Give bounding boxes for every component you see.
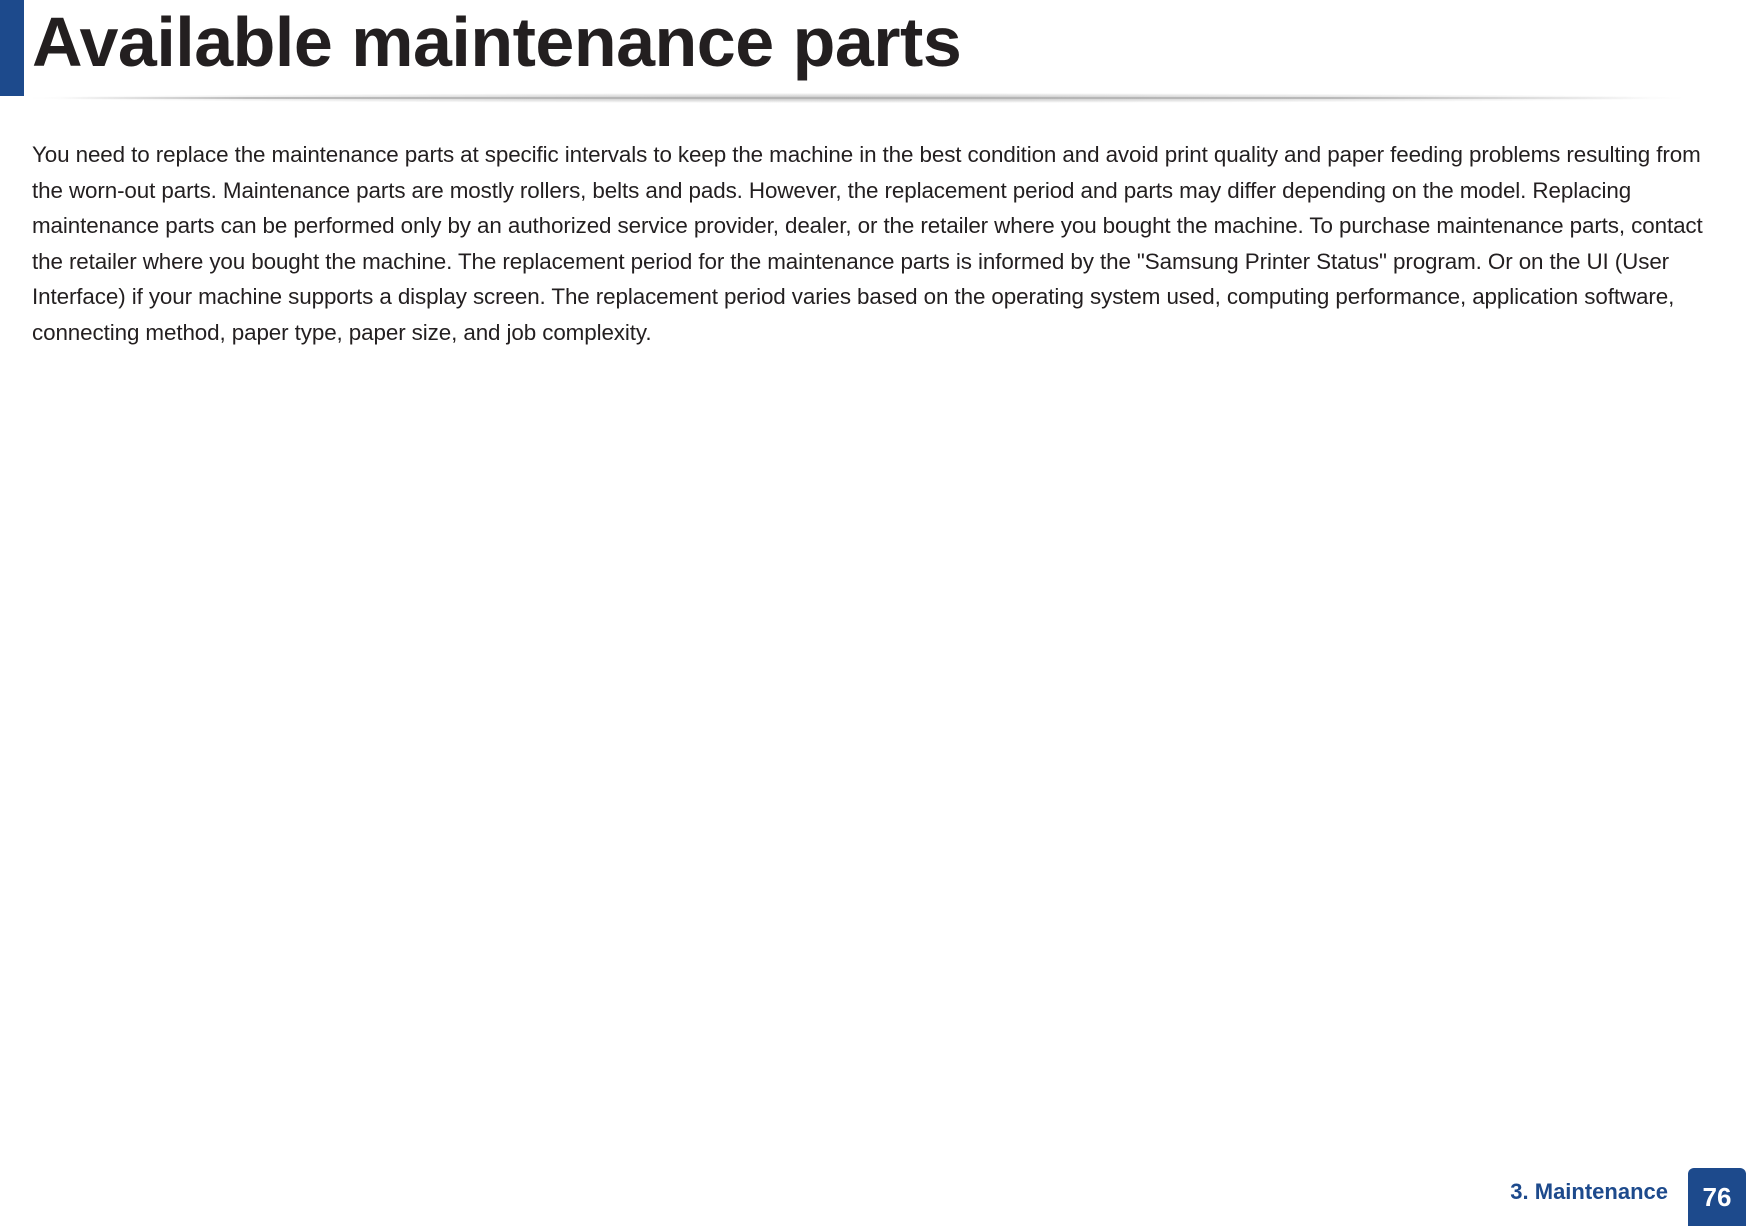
- page-number-badge: [1688, 1168, 1746, 1226]
- title-accent-bar: [0, 0, 24, 96]
- title-divider-line: [60, 97, 1650, 99]
- chapter-label: 3. Maintenance: [1510, 1179, 1668, 1204]
- body-paragraph: You need to replace the maintenance parts at specific intervals to keep the machine in the best condition and avoid print quality and paper feeding problems resulting from the worn-out parts. Maintenance parts are mostly rollers, belts and pads. However, the replacement period and parts may differ depending on the model. Replacing maintenance parts can be performed only by an authorized service provider, dealer, or the retailer where you bought the machine. To purchase maintenance parts, contact the retailer where you bought the machine. The replacement period for the maintenance parts is informed by the "Samsung Printer Status" program. Or on the UI (User Interface) if your machine supports a display screen. The replacement period varies based on the operating system used, computing performance, application software, connecting method, paper type, paper size, and job complexity.: [32, 142, 1703, 345]
- page-title: Available maintenance parts: [32, 3, 962, 81]
- page-number: 76: [1702, 1182, 1732, 1212]
- page-footer: [1510, 1156, 1748, 1226]
